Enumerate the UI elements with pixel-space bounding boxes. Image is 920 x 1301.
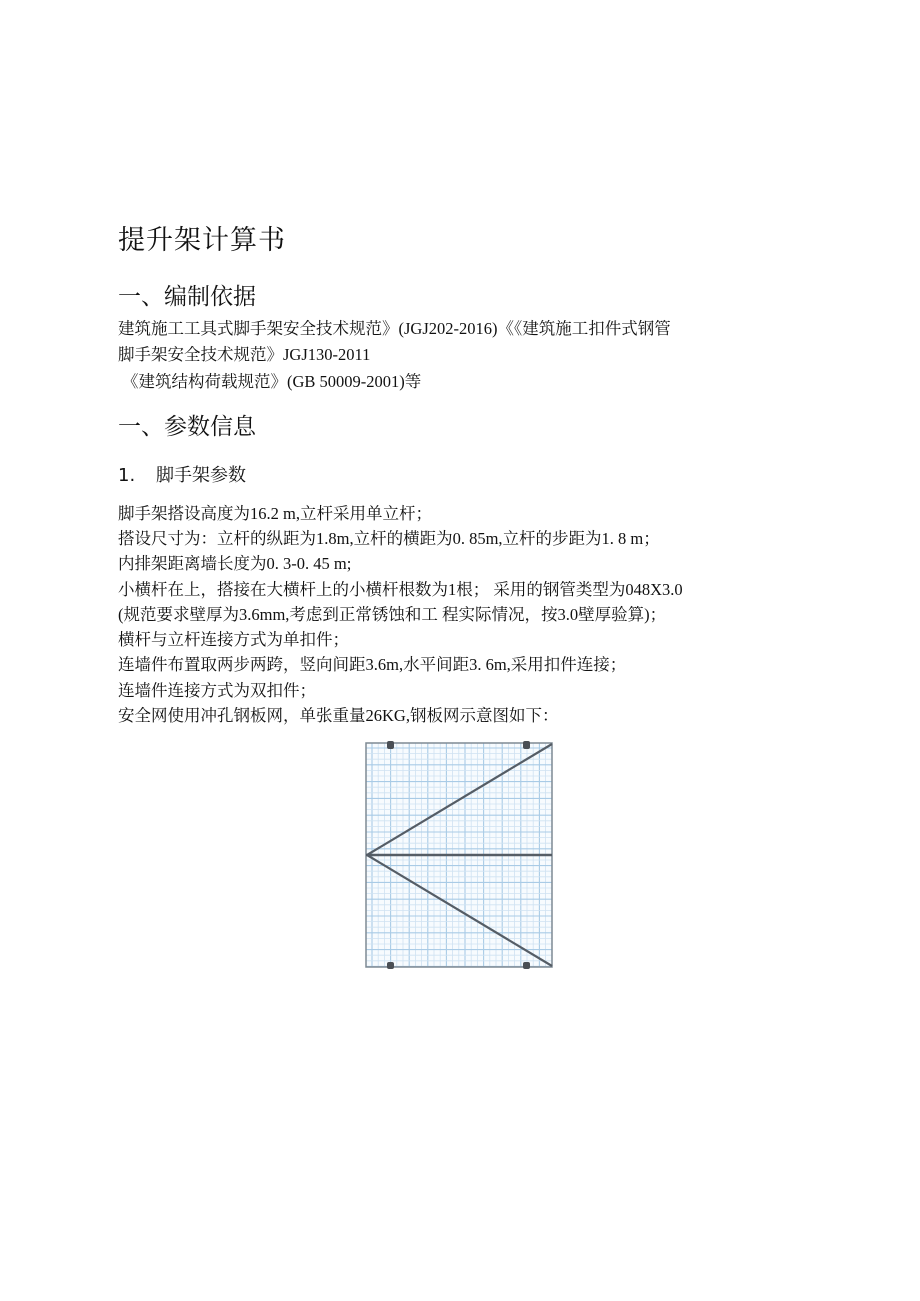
- param-line-9: 安全网使用冲孔钢板网，单张重量26KG,钢板网示意图如下：: [118, 706, 559, 725]
- mesh-clip-bottom-left: [387, 962, 394, 969]
- param-line-4: 小横杆在上，搭接在大横杆上的小横杆根数为1根； 采用的钢管类型为048X3.0: [118, 580, 683, 599]
- steel-mesh-diagram: [364, 741, 554, 969]
- param-line-6: 横杆与立杆连接方式为单扣件；: [118, 630, 349, 649]
- subsection-title: 脚手架参数: [156, 465, 246, 486]
- mesh-clip-top-right: [523, 741, 530, 749]
- subsection-heading-scaffold: [118, 461, 246, 487]
- mesh-clip-bottom-right: [523, 962, 530, 969]
- basis-line-1: 建筑施工工具式脚手架安全技术规范》(JGJ202-2016)《《建筑施工扣件式钢管: [118, 319, 671, 338]
- section-heading-params: 一、参数信息: [118, 414, 256, 440]
- param-line-3: 内排架距离墙长度为0. 3-0. 45 m;: [118, 554, 352, 573]
- document-title: 提升架计算书: [118, 225, 286, 256]
- param-line-5: (规范要求壁厚为3.6mm,考虑到正常锈蚀和工 程实际情况，按3.0壁厚验算)；: [118, 605, 667, 624]
- param-line-1: 脚手架搭设高度为16.2 m,立杆采用单立杆；: [118, 504, 432, 523]
- section-heading-basis: 一、编制依据: [118, 284, 256, 310]
- subsection-number: 1.: [118, 465, 136, 486]
- mesh-clip-top-left: [387, 741, 394, 749]
- basis-line-2: 脚手架安全技术规范》JGJ130-2011: [118, 345, 371, 364]
- param-line-2: 搭设尺寸为：立杆的纵距为1.8m,立杆的横距为0. 85m,立杆的步距为1. 8 m；: [118, 529, 660, 548]
- basis-line-3: 《建筑结构荷载规范》(GB 50009-2001)等: [122, 372, 422, 391]
- param-line-8: 连墙件连接方式为双扣件；: [118, 681, 316, 700]
- param-line-7: 连墙件布置取两步两跨，竖向间距3.6m,水平间距3. 6m,采用扣件连接；: [118, 655, 627, 674]
